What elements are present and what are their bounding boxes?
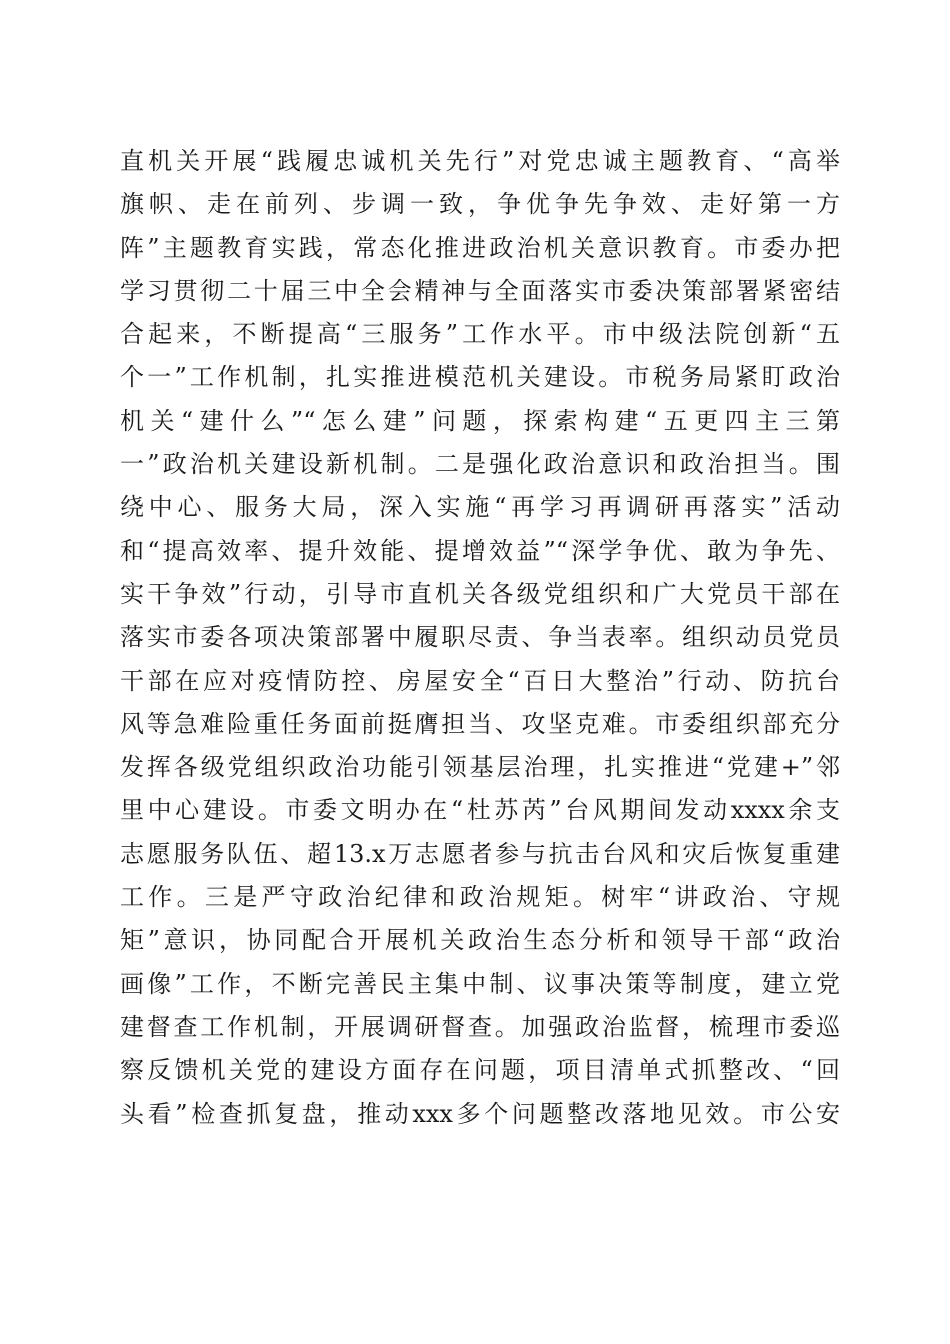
text-line: 工作。三是严守政治纪律和政治规矩。树牢“讲政治、守规: [120, 883, 840, 912]
text-line: 里中心建设。市委文明办在“杜苏芮”台风期间发动xxxx余支: [120, 796, 840, 825]
text-line: 察反馈机关党的建设方面存在问题，项目清单式抓整改、“回: [120, 1056, 840, 1085]
text-line: 旗帜、走在前列、步调一致，争优争先争效、走好第一方: [120, 190, 840, 219]
text-line: 和“提高效率、提升效能、提增效益”“深学争优、敢为争先、: [120, 536, 840, 565]
text-line: 头看”检查抓复盘，推动xxx多个问题整改落地见效。市公安: [120, 1099, 840, 1128]
text-line: 阵”主题教育实践，常态化推进政治机关意识教育。市委办把: [120, 233, 840, 262]
body-text: [120, 140, 840, 1136]
text-line: 志愿服务队伍、超13.x万志愿者参与抗击台风和灾后恢复重建: [120, 839, 840, 868]
text-line: 落实市委各项决策部署中履职尽责、争当表率。组织动员党员: [120, 623, 840, 652]
text-line: 建督查工作机制，开展调研督查。加强政治监督，梳理市委巡: [120, 1012, 840, 1041]
text-line: 个一”工作机制，扎实推进模范机关建设。市税务局紧盯政治: [120, 363, 840, 392]
text-line: 实干争效”行动，引导市直机关各级党组织和广大党员干部在: [120, 579, 840, 608]
text-line: 发挥各级党组织政治功能引领基层治理，扎实推进“党建+”邻: [120, 753, 840, 782]
text-line: 绕中心、服务大局，深入实施“再学习再调研再落实”活动: [120, 493, 840, 522]
text-line: 机关“建什么”“怎么建”问题，探索构建“五更四主三第: [120, 406, 840, 435]
text-line: 直机关开展“践履忠诚机关先行”对党忠诚主题教育、“高举: [120, 147, 840, 175]
text-line: 矩”意识，协同配合开展机关政治生态分析和领导干部“政治: [120, 926, 840, 955]
text-line: 干部在应对疫情防控、房屋安全“百日大整治”行动、防抗台: [120, 666, 840, 695]
text-line: 合起来，不断提高“三服务”工作水平。市中级法院创新“五: [120, 320, 840, 349]
text-line: 学习贯彻二十届三中全会精神与全面落实市委决策部署紧密结: [120, 276, 840, 305]
text-line: 风等急难险重任务面前挺膺担当、攻坚克难。市委组织部充分: [120, 709, 840, 738]
text-line: 画像”工作，不断完善民主集中制、议事决策等制度，建立党: [120, 969, 840, 998]
text-line: 一”政治机关建设新机制。二是强化政治意识和政治担当。围: [120, 450, 840, 479]
